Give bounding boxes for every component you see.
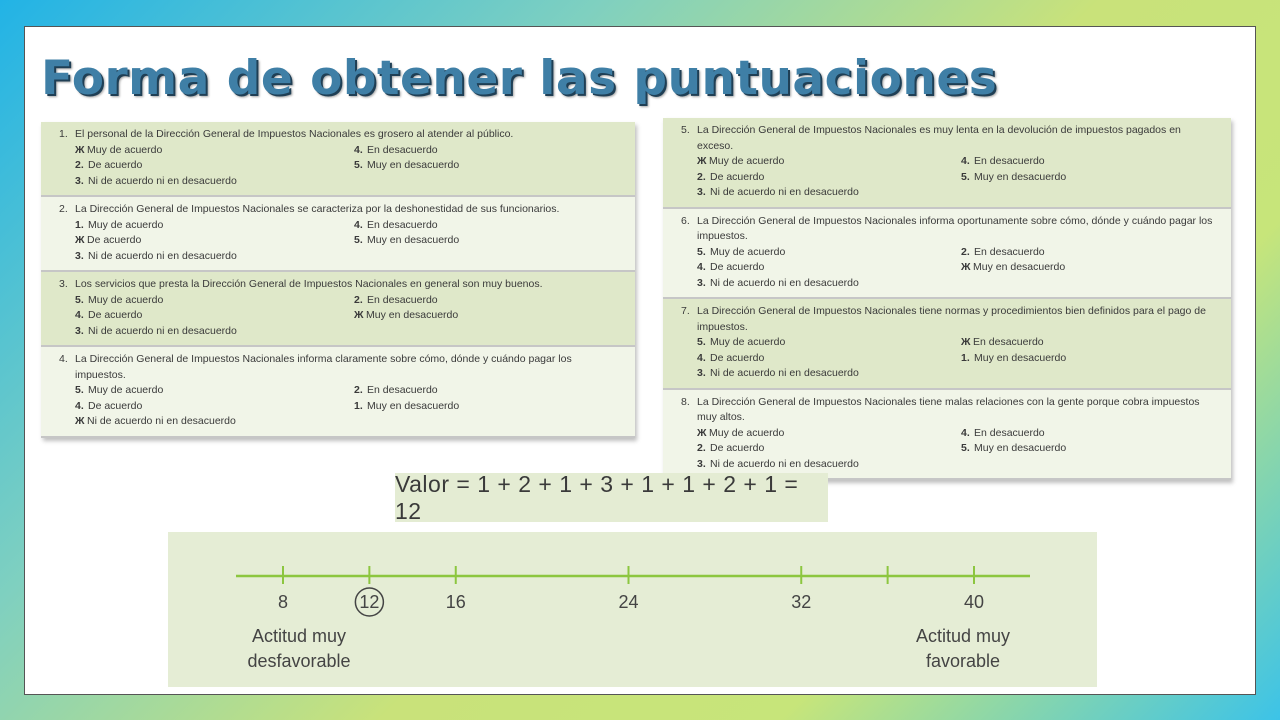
question-text: La Dirección General de Impuestos Nacionales informa claramente sobre cómo, dónde y cuándo pagar los impuestos. <box>75 353 572 381</box>
question-text: Los servicios que presta la Dirección General de Impuestos Nacionales en general son muy buenos. <box>75 278 543 290</box>
answer-option <box>75 143 354 159</box>
question-text: El personal de la Dirección General de Impuestos Nacionales es grosero al atender al público. <box>75 128 514 140</box>
option-number: 5. <box>354 234 363 246</box>
option-label: En desacuerdo <box>367 218 438 231</box>
answer-option <box>697 335 961 351</box>
option-label: Ni de acuerdo ni en desacuerdo <box>88 174 237 187</box>
answer-option <box>75 158 354 174</box>
question-number: 8. <box>681 395 690 408</box>
option-number: 1. <box>354 399 363 412</box>
answer-option <box>697 276 961 292</box>
option-label: De acuerdo <box>88 159 143 171</box>
option-number: 1. <box>75 218 84 231</box>
questions-right-column <box>663 118 1231 480</box>
option-label: Muy de acuerdo <box>710 245 786 258</box>
answer-option <box>75 414 354 430</box>
answer-option <box>961 260 1231 276</box>
answer-option <box>697 185 961 201</box>
option-label: En desacuerdo <box>974 245 1045 258</box>
option-label: Ni de acuerdo ni en desacuerdo <box>710 186 859 198</box>
answer-option <box>75 174 354 190</box>
option-label: Muy en desacuerdo <box>367 399 460 412</box>
answer-option <box>697 426 961 442</box>
selected-mark-icon: Ж <box>75 415 85 427</box>
answer-option <box>354 399 635 415</box>
answer-option <box>961 441 1231 457</box>
option-number: 3. <box>75 249 84 262</box>
selected-mark-icon: Ж <box>354 309 364 321</box>
option-label: De acuerdo <box>88 399 143 412</box>
option-number: 5. <box>697 336 706 348</box>
question-number: 4. <box>59 353 68 365</box>
option-number: 5. <box>961 442 970 454</box>
option-number: 3. <box>697 457 706 470</box>
option-label: Muy en desacuerdo <box>973 261 1066 273</box>
option-number: 4. <box>697 261 706 273</box>
option-number: 3. <box>697 367 706 379</box>
option-label: En desacuerdo <box>367 384 438 396</box>
option-label: En desacuerdo <box>974 155 1045 167</box>
option-label: De acuerdo <box>710 170 765 183</box>
option-number: 5. <box>354 159 363 171</box>
scale-tick-label: 16 <box>445 592 466 612</box>
slide-title: Forma de obtener las puntuaciones <box>41 51 998 106</box>
option-number: 2. <box>354 293 363 306</box>
option-label: Muy de acuerdo <box>87 143 163 156</box>
option-label: Muy en desacuerdo <box>974 351 1067 364</box>
option-number: 3. <box>75 324 84 337</box>
answer-option <box>697 366 961 382</box>
option-number: 2. <box>961 245 970 258</box>
question-item <box>41 347 635 438</box>
answer-option <box>354 308 635 324</box>
answer-option <box>75 399 354 415</box>
question-item <box>663 118 1231 209</box>
option-label: Muy de acuerdo <box>709 426 785 439</box>
selected-mark-icon: Ж <box>961 336 971 348</box>
question-item <box>663 390 1231 481</box>
option-label: De acuerdo <box>710 442 765 454</box>
option-number: 4. <box>354 143 363 156</box>
question-text: La Dirección General de Impuestos Nacionales informa oportunamente sobre cómo, dónde y cuándo pagar los impuestos. <box>697 214 1213 242</box>
option-number: 3. <box>697 186 706 198</box>
answer-option <box>75 293 354 309</box>
option-label: Muy de acuerdo <box>88 218 164 231</box>
scale-tick-label: 24 <box>618 592 639 612</box>
question-number: 7. <box>681 305 690 317</box>
option-label: Muy de acuerdo <box>710 336 786 348</box>
option-label: Muy de acuerdo <box>88 293 164 306</box>
option-number: 4. <box>697 351 706 364</box>
option-number: 3. <box>697 276 706 289</box>
option-label: De acuerdo <box>710 351 765 364</box>
option-label: Muy en desacuerdo <box>974 442 1067 454</box>
option-label: Ni de acuerdo ni en desacuerdo <box>710 457 859 470</box>
option-label: En desacuerdo <box>367 143 438 156</box>
answer-option <box>354 158 635 174</box>
option-number: 1. <box>961 351 970 364</box>
scale-tick-label: 40 <box>963 592 985 612</box>
option-label: Ni de acuerdo ni en desacuerdo <box>87 415 236 427</box>
option-number: 4. <box>354 218 363 231</box>
option-number: 5. <box>961 170 970 183</box>
answer-option <box>697 260 961 276</box>
left-caption <box>229 624 369 674</box>
option-number: 2. <box>75 159 84 171</box>
question-text: La Dirección General de Impuestos Nacionales es muy lenta en la devolución de impuestos pagados en exceso. <box>697 124 1181 152</box>
scale-tick-label: 12 <box>359 592 380 612</box>
answer-option <box>354 293 635 309</box>
option-number: 5. <box>75 384 84 396</box>
answer-option <box>961 245 1231 261</box>
slide <box>24 26 1256 695</box>
option-label: Muy en desacuerdo <box>974 170 1067 183</box>
option-number: 2. <box>697 170 706 183</box>
option-label: Muy en desacuerdo <box>367 159 460 171</box>
selected-mark-icon: Ж <box>961 261 971 273</box>
answer-option <box>354 218 635 234</box>
option-number: 3. <box>75 174 84 187</box>
question-item <box>663 299 1231 390</box>
option-number: 5. <box>75 293 84 306</box>
question-number: 1. <box>59 128 68 140</box>
attitude-scale <box>168 532 1097 687</box>
answer-option <box>961 154 1231 170</box>
answer-option <box>75 233 354 249</box>
question-number: 2. <box>59 203 68 215</box>
option-number: 4. <box>75 399 84 412</box>
option-label: En desacuerdo <box>973 336 1044 348</box>
option-label: En desacuerdo <box>974 426 1045 439</box>
left-caption-line1: Actitud muy <box>251 626 347 646</box>
answer-option <box>75 218 354 234</box>
scale-tick-label: 32 <box>791 592 812 612</box>
right-caption <box>893 624 1033 674</box>
question-number: 5. <box>681 124 690 136</box>
question-item <box>41 122 635 197</box>
answer-option <box>354 383 635 399</box>
questions-left-column <box>41 122 635 438</box>
left-caption-line2: desfavorable <box>247 651 351 671</box>
answer-option <box>961 335 1231 351</box>
option-number: 4. <box>961 426 970 439</box>
option-label: Muy de acuerdo <box>709 155 785 167</box>
answer-option <box>75 324 354 340</box>
option-label: De acuerdo <box>87 234 142 246</box>
option-number: 5. <box>697 245 706 258</box>
selected-mark-icon: Ж <box>75 234 85 246</box>
right-caption-line1: Actitud muy <box>915 626 1011 646</box>
right-caption-line2: favorable <box>925 651 1001 671</box>
answer-option <box>697 351 961 367</box>
option-number: 2. <box>697 442 706 454</box>
option-number: 4. <box>75 309 84 321</box>
answer-option <box>354 233 635 249</box>
answer-option <box>354 143 635 159</box>
selected-mark-icon: Ж <box>75 143 85 156</box>
answer-option <box>961 426 1231 442</box>
question-number: 6. <box>681 214 690 227</box>
option-label: De acuerdo <box>88 309 143 321</box>
option-label: Ni de acuerdo ni en desacuerdo <box>710 367 859 379</box>
option-label: En desacuerdo <box>367 293 438 306</box>
answer-option <box>697 170 961 186</box>
option-label: Muy en desacuerdo <box>367 234 460 246</box>
answer-option <box>75 308 354 324</box>
question-text: La Dirección General de Impuestos Nacionales tiene malas relaciones con la gente porque cobra impuestos muy altos. <box>697 395 1200 423</box>
answer-option <box>961 170 1231 186</box>
answer-option <box>697 245 961 261</box>
answer-option <box>75 383 354 399</box>
question-item <box>41 272 635 347</box>
option-label: De acuerdo <box>710 261 765 273</box>
option-number: 2. <box>354 384 363 396</box>
selected-mark-icon: Ж <box>697 155 707 167</box>
selected-mark-icon: Ж <box>697 426 707 439</box>
question-text: La Dirección General de Impuestos Nacionales tiene normas y procedimientos bien definidos para el pago de impuestos. <box>697 305 1206 333</box>
question-item <box>41 197 635 272</box>
option-label: Ni de acuerdo ni en desacuerdo <box>88 324 237 337</box>
question-number: 3. <box>59 278 68 290</box>
option-label: Ni de acuerdo ni en desacuerdo <box>88 249 237 262</box>
option-label: Ni de acuerdo ni en desacuerdo <box>710 276 859 289</box>
answer-option <box>961 351 1231 367</box>
score-formula: Valor = 1 + 2 + 1 + 3 + 1 + 1 + 2 + 1 = 12 <box>395 473 828 522</box>
answer-option <box>697 441 961 457</box>
answer-option <box>697 154 961 170</box>
question-item <box>663 209 1231 300</box>
option-label: Muy de acuerdo <box>88 384 164 396</box>
answer-option <box>75 249 354 265</box>
scale-tick-label: 8 <box>277 592 289 612</box>
option-number: 4. <box>961 155 970 167</box>
option-label: Muy en desacuerdo <box>366 309 459 321</box>
question-text: La Dirección General de Impuestos Nacionales se caracteriza por la deshonestidad de sus funcionarios. <box>75 203 560 215</box>
